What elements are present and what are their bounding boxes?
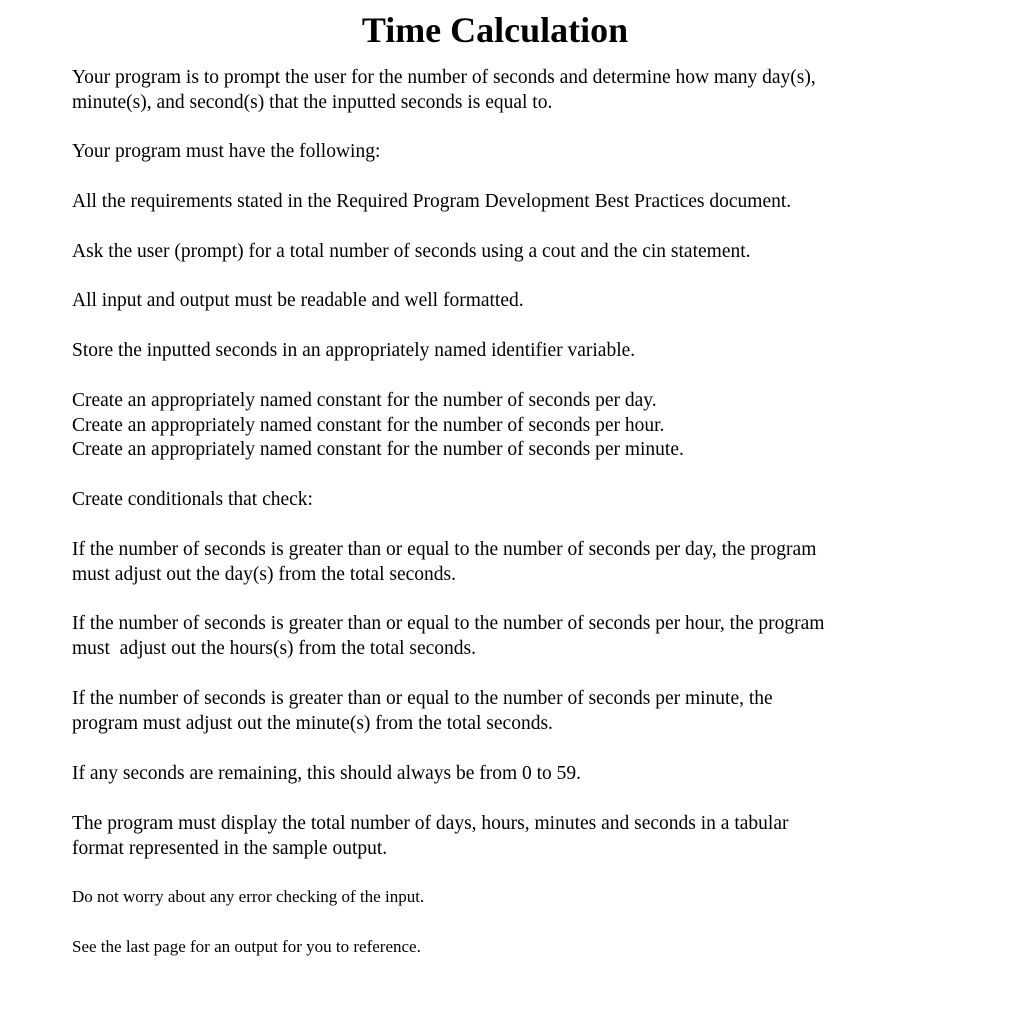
constant-day-line: Create an appropriately named constant for the number of seconds per day.: [72, 390, 657, 411]
page-title: Time Calculation: [361, 10, 629, 50]
constant-hour-line: Create an appropriately named constant for the number of seconds per hour.: [72, 414, 665, 436]
requirement-prompt: [72, 240, 932, 265]
must-have-text: Your program must have the following:: [72, 141, 381, 162]
display-paragraph: [72, 812, 932, 861]
requirement-format: [72, 289, 932, 314]
intro-line-1: Your program is to prompt the user for the number of seconds and determine how many day(s),: [72, 67, 816, 88]
condition-hour-line-2: must adjust out the hours(s) from the total seconds.: [72, 637, 477, 659]
see-last-page-text: See the last page for an output for you to reference.: [72, 937, 421, 956]
requirement-format-text: All input and output must be readable and well formatted.: [72, 290, 524, 311]
requirement-prompt-text: Ask the user (prompt) for a total number of seconds using a cout and the cin statement.: [72, 241, 751, 262]
constant-minute-line: Create an appropriately named constant for the number of seconds per minute.: [72, 439, 684, 460]
see-last-page-paragraph: [72, 936, 932, 958]
remaining-text: If any seconds are remaining, this should always be from 0 to 59.: [72, 763, 582, 784]
condition-minute-paragraph: [72, 687, 932, 736]
condition-minute-line-1: If the number of seconds is greater than or equal to the number of seconds per minute, the: [72, 688, 773, 709]
remaining-paragraph: [72, 762, 932, 787]
condition-hour-line-1: If the number of seconds is greater than or equal to the number of seconds per hour, the program: [72, 613, 825, 634]
condition-hour-paragraph: [72, 612, 932, 661]
intro-line-2: minute(s), and second(s) that the inputted seconds is equal to.: [72, 91, 553, 113]
display-line-2: format represented in the sample output.: [72, 837, 388, 859]
must-have-paragraph: [72, 140, 932, 165]
condition-day-paragraph: [72, 538, 932, 587]
condition-minute-line-2: program must adjust out the minute(s) from the total seconds.: [72, 712, 553, 734]
conditionals-heading-text: Create conditionals that check:: [72, 489, 313, 510]
requirement-store-text: Store the inputted seconds in an appropriately named identifier variable.: [72, 340, 636, 361]
requirement-store: [72, 339, 932, 364]
display-line-1: The program must display the total number of days, hours, minutes and seconds in a tabular: [72, 813, 789, 834]
condition-day-line-2: must adjust out the day(s) from the total seconds.: [72, 563, 456, 585]
requirement-best-practices-text: All the requirements stated in the Required Program Development Best Practices document.: [72, 191, 792, 212]
constants-paragraph: [72, 389, 932, 463]
condition-day-line-1: If the number of seconds is greater than or equal to the number of seconds per day, the program: [72, 539, 817, 560]
requirement-best-practices: [72, 190, 932, 215]
conditionals-heading: [72, 488, 932, 513]
no-error-check-text: Do not worry about any error checking of the input.: [72, 887, 425, 906]
intro-paragraph: [72, 66, 932, 115]
no-error-check-paragraph: [72, 886, 932, 908]
